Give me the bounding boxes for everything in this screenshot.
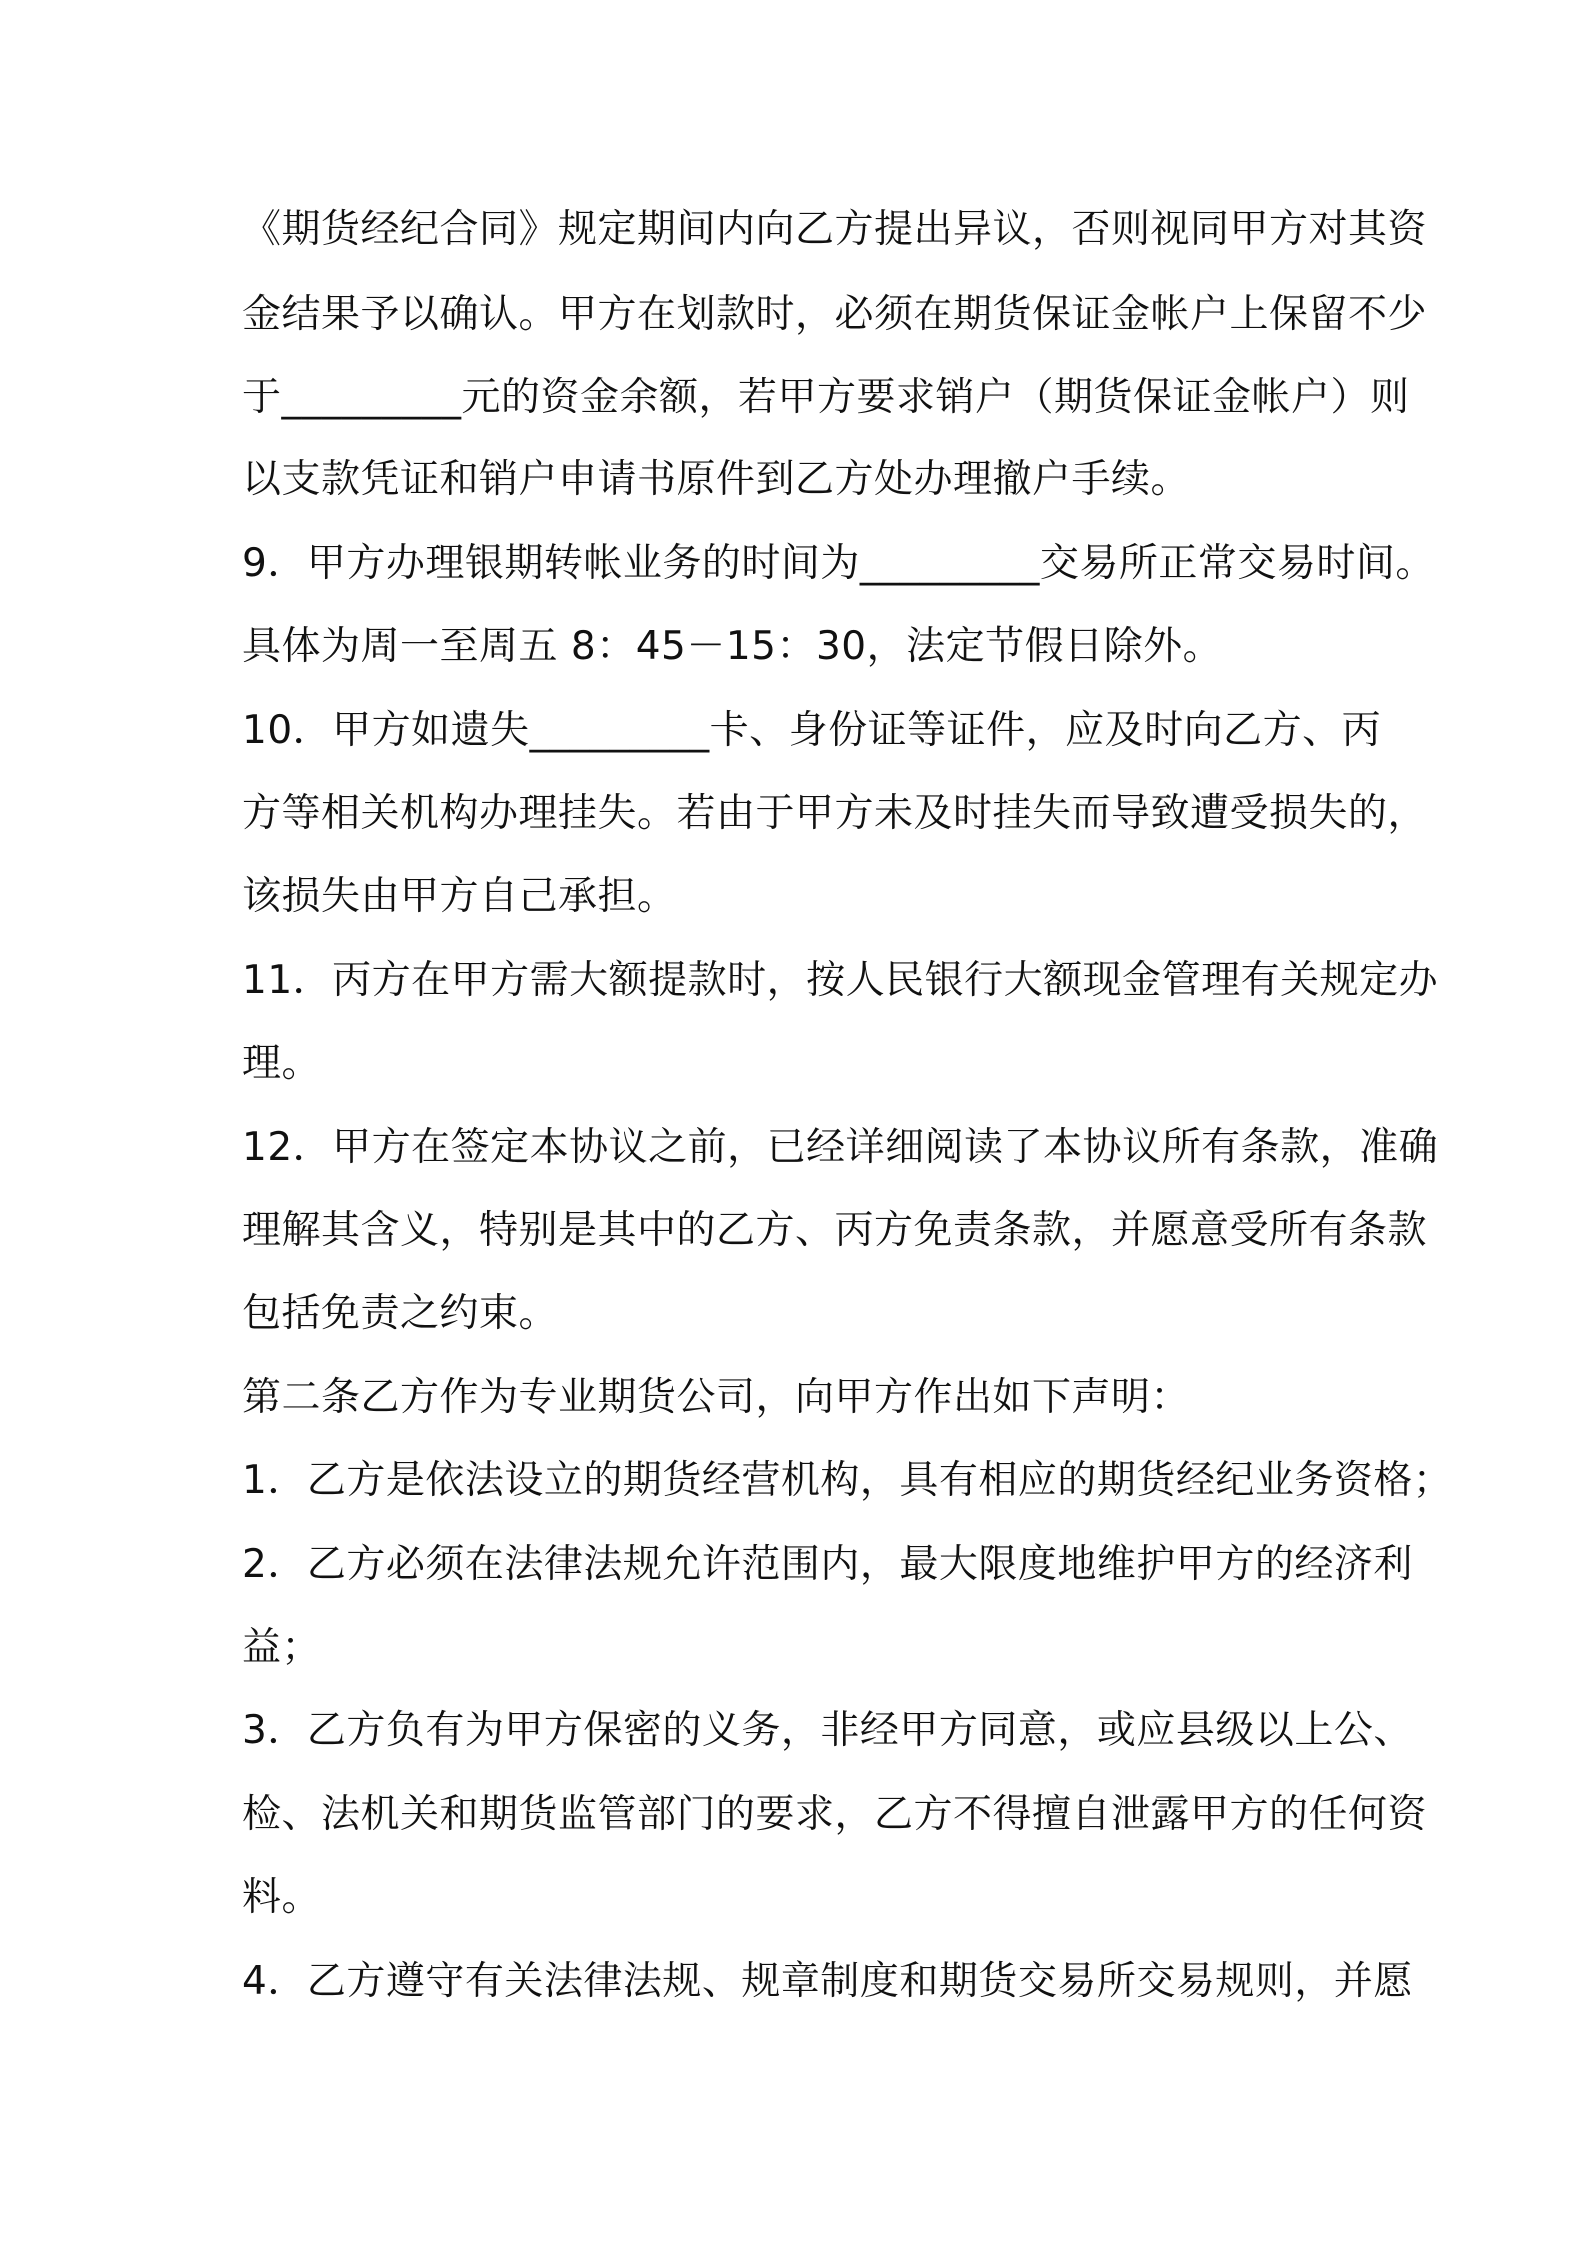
text-line: 该损失由甲方自己承担。 [242, 874, 677, 919]
text-line: 益； [242, 1625, 322, 1670]
text-line: 理解其含义，特别是其中的乙方、丙方免责条款，并愿意受所有条款 [242, 1208, 1428, 1253]
text-line: 检、法机关和期货监管部门的要求，乙方不得擅自泄露甲方的任何资 [242, 1792, 1428, 1837]
text-line: 理。 [242, 1041, 322, 1086]
text-line: 11．丙方在甲方需大额提款时，按人民银行大额现金管理有关规定办 [242, 958, 1439, 1003]
text-line: 12．甲方在签定本协议之前，已经详细阅读了本协议所有条款，准确 [242, 1125, 1439, 1170]
text-line: 3．乙方负有为甲方保密的义务，非经甲方同意，或应县级以上公、 [242, 1708, 1413, 1753]
text-line: 方等相关机构办理挂失。若由于甲方未及时挂失而导致遭受损失的， [242, 791, 1428, 836]
text-line: 包括免责之约束。 [242, 1291, 559, 1336]
text-line: 于_________元的资金余额，若甲方要求销户（期货保证金帐户）则 [242, 375, 1410, 420]
text-line: 第二条乙方作为专业期货公司，向甲方作出如下声明： [242, 1375, 1191, 1420]
text-line: 1．乙方是依法设立的期货经营机构，具有相应的期货经纪业务资格； [242, 1458, 1453, 1503]
text-line: 具体为周一至周五 8：45－15：30，法定节假日除外。 [242, 624, 1223, 669]
text-line: 金结果予以确认。甲方在划款时，必须在期货保证金帐户上保留不少 [242, 292, 1428, 337]
text-line: 4．乙方遵守有关法律法规、规章制度和期货交易所交易规则，并愿 [242, 1959, 1413, 2004]
text-line: 9．甲方办理银期转帐业务的时间为_________交易所正常交易时间。 [242, 541, 1435, 586]
text-line: 10．甲方如遗失_________卡、身份证等证件，应及时向乙方、丙 [242, 708, 1382, 753]
text-line: 《期货经纪合同》规定期间内向乙方提出异议，否则视同甲方对其资 [242, 207, 1428, 252]
text-line: 料。 [242, 1875, 322, 1920]
text-line: 以支款凭证和销户申请书原件到乙方处办理撤户手续。 [242, 457, 1191, 502]
text-line: 2．乙方必须在法律法规允许范围内，最大限度地维护甲方的经济利 [242, 1542, 1413, 1587]
